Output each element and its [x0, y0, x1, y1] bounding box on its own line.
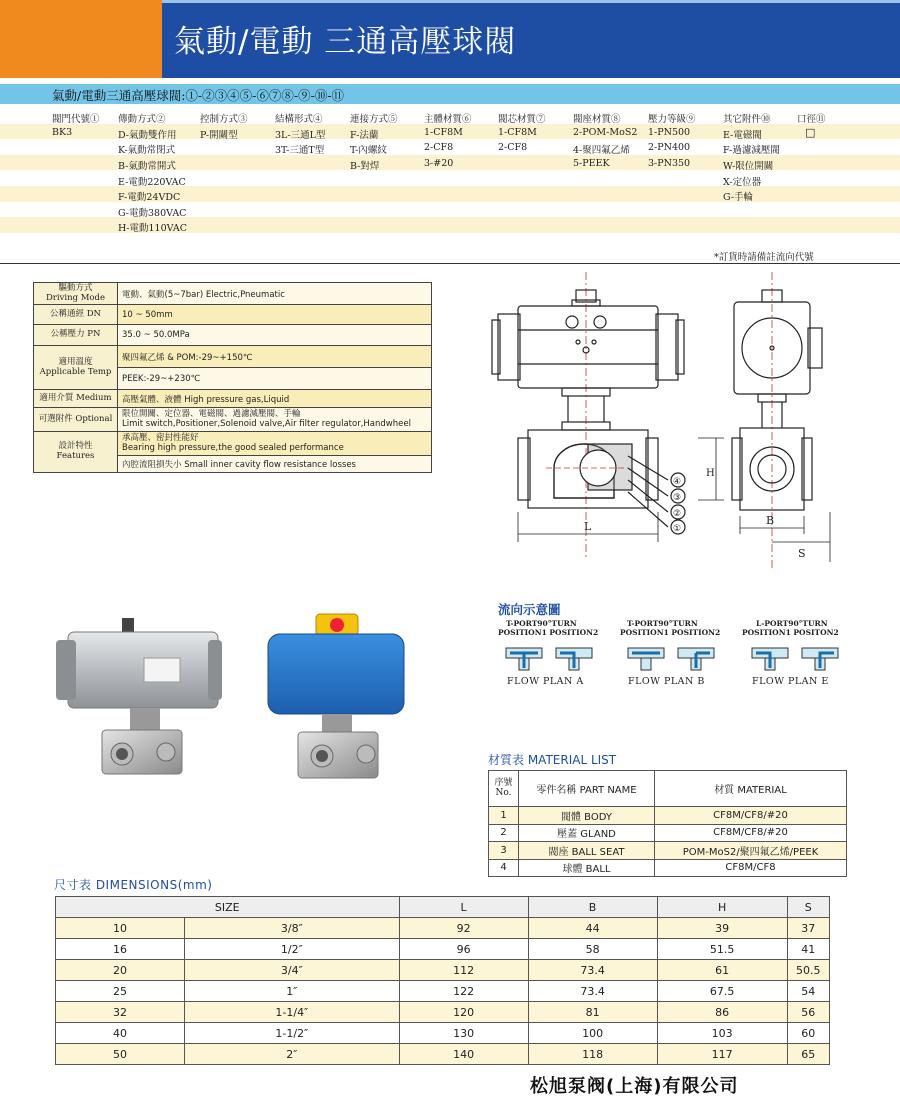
spec-label: 公稱壓力 PN [34, 325, 118, 346]
flow-e-position-2 [802, 648, 838, 670]
code-col-header: 其它附件⑩ [723, 114, 771, 125]
code-col-header: 壓力等級⑨ [648, 114, 696, 125]
material-part: 球體 BALL [519, 859, 655, 877]
code-cell: B-對焊 [350, 161, 380, 172]
code-table-bottom-line [0, 263, 900, 264]
code-col-header: 連接方式⑤ [350, 114, 398, 125]
material-no: 4 [489, 859, 519, 877]
spec-value: 35.0 ~ 50.0MPa [118, 325, 432, 346]
code-cell: 1-PN500 [648, 127, 691, 138]
dim-dn: 10 [56, 918, 185, 939]
code-cell: P-開關型 [200, 130, 238, 141]
dim-col-size: SIZE [56, 897, 400, 918]
material-no: 2 [489, 824, 519, 842]
dimension-label-l: L [584, 520, 592, 533]
flow-port-label: L-PORT90°TURN [756, 619, 828, 628]
code-col-header: 傳動方式② [118, 114, 166, 125]
spec-label: 可選附件 Optional [34, 408, 118, 432]
code-cell: E-電磁閥 [723, 130, 762, 141]
code-table-title: 氣動/電動三通高壓球閥:①-②③④⑤-⑥⑦⑧-⑨-⑩-⑪ [52, 88, 345, 103]
dim-l: 120 [399, 1002, 528, 1023]
code-col-header: 控制方式③ [200, 114, 248, 125]
header-top-line [162, 0, 900, 3]
spec-label [34, 283, 118, 305]
table-row [56, 981, 830, 1002]
dim-h: 117 [657, 1044, 787, 1065]
code-col-header: 閥芯材質⑦ [498, 114, 546, 125]
code-cell: 4-聚四氟乙烯 [573, 145, 630, 156]
flow-plan-b-label: FLOW PLAN B [628, 676, 705, 687]
code-cell: H-電動110VAC [118, 223, 187, 234]
code-cell: W-限位開關 [723, 161, 774, 172]
spec-value-en: Limit switch,Positioner,Solenoid valve,Air filter regulator,Handwheel [122, 418, 411, 429]
dim-inch: 1-1/2″ [185, 1023, 400, 1044]
dim-inch: 2″ [185, 1044, 400, 1065]
dim-inch: 1/2″ [185, 939, 400, 960]
dim-s: 54 [787, 981, 829, 1002]
spec-value-cn: 限位開關、定位器、電磁閥、過濾減壓閥、手輪 [122, 408, 301, 419]
code-cell: E-電動220VAC [118, 177, 186, 188]
spec-label-en: Driving Mode [45, 292, 106, 303]
code-cell: X-定位器 [723, 177, 762, 188]
callout-1: ① [673, 524, 682, 534]
code-col-header: 口徑⑪ [797, 114, 826, 125]
dim-h: 103 [657, 1023, 787, 1044]
spec-label: 適用介質 Medium [34, 390, 118, 408]
page-title: 氣動/電動 三通高壓球閥 [174, 24, 517, 60]
dim-s: 65 [787, 1044, 829, 1065]
dim-h: 39 [657, 918, 787, 939]
material-no: 1 [489, 807, 519, 825]
dim-h: 61 [657, 960, 787, 981]
dim-l: 140 [399, 1044, 528, 1065]
size-checkbox-icon: □ [805, 126, 816, 139]
dim-b: 44 [528, 918, 657, 939]
code-cell: 2-PN400 [648, 142, 691, 153]
flow-a-position-1 [506, 648, 542, 670]
dimensions-title: 尺寸表 DIMENSIONS(mm) [54, 878, 213, 892]
code-cell: 3-#20 [424, 158, 454, 169]
material-value: POM-MoS2/聚四氟乙烯/PEEK [655, 842, 847, 860]
material-value: CF8M/CF8/#20 [655, 807, 847, 825]
header-orange-block [0, 0, 162, 78]
dim-b: 73.4 [528, 981, 657, 1002]
dim-h: 51.5 [657, 939, 787, 960]
material-part: 壓蓋 GLAND [519, 824, 655, 842]
code-table-row [0, 233, 900, 249]
material-part: 閥體 BODY [519, 807, 655, 825]
flow-diagrams [498, 640, 850, 672]
code-cell: T-內螺紋 [350, 145, 387, 156]
table-row [489, 859, 847, 877]
flow-b-position-1 [628, 648, 664, 670]
dim-s: 60 [787, 1023, 829, 1044]
code-cell: G-手輪 [723, 192, 753, 203]
dim-b: 73.4 [528, 960, 657, 981]
dimensions-header-row [56, 897, 830, 918]
company-name: 松旭泵阀(上海)有限公司 [530, 1076, 739, 1097]
valve-side-drawing [722, 272, 842, 572]
table-row [489, 807, 847, 825]
material-value: CF8M/CF8/#20 [655, 824, 847, 842]
code-col-header: 閥座材質⑧ [573, 114, 621, 125]
dim-inch: 3/4″ [185, 960, 400, 981]
dim-b: 81 [528, 1002, 657, 1023]
spec-label-cn: 設計特性 [58, 441, 93, 452]
dim-b: 100 [528, 1023, 657, 1044]
pneumatic-valve-photo [48, 612, 223, 782]
table-row [489, 842, 847, 860]
dim-h: 86 [657, 1002, 787, 1023]
code-cell: K-氣動常閉式 [118, 145, 176, 156]
electric-valve-photo [262, 610, 412, 782]
dimension-label-s: S [798, 547, 806, 560]
material-header-row [489, 771, 847, 807]
spec-value: 10 ~ 50mm [118, 305, 432, 325]
spec-value-cn: 承高壓、密封性能好 [122, 432, 199, 443]
spec-value: PEEK:-29~+230℃ [118, 368, 432, 390]
spec-value [118, 432, 432, 456]
flow-title: 流向示意圖 [498, 602, 561, 617]
dim-b: 58 [528, 939, 657, 960]
table-row [56, 1023, 830, 1044]
material-list-title: 材質表 MATERIAL LIST [488, 753, 617, 767]
spec-value: 內腔流阻損失小 Small inner cavity flow resistance losses [118, 456, 432, 473]
code-cell: B-氣動常開式 [118, 161, 176, 172]
flow-position-label: POSITION1 POSITION2 [498, 628, 599, 637]
material-col-no-en: No. [495, 787, 512, 798]
code-col-header: 結構形式④ [275, 114, 323, 125]
dim-dn: 16 [56, 939, 185, 960]
dim-dn: 20 [56, 960, 185, 981]
dim-l: 130 [399, 1023, 528, 1044]
table-row [56, 939, 830, 960]
code-cell: BK3 [52, 127, 73, 138]
dim-dn: 25 [56, 981, 185, 1002]
material-no: 3 [489, 842, 519, 860]
code-cell: 1-CF8M [424, 127, 463, 138]
material-value: CF8M/CF8 [655, 859, 847, 877]
dim-dn: 50 [56, 1044, 185, 1065]
material-col-part: 零件名稱 PART NAME [519, 771, 655, 807]
code-cell: 3L-三通L型 [275, 130, 326, 141]
dim-inch: 1-1/4″ [185, 1002, 400, 1023]
material-col-no-cn: 序號 [494, 777, 513, 788]
spec-label-cn: 驅動方式 [58, 282, 93, 293]
spec-value: 聚四氟乙烯 & POM:-29~+150℃ [118, 346, 432, 368]
dim-inch: 1″ [185, 981, 400, 1002]
dim-s: 56 [787, 1002, 829, 1023]
spec-label-en: Applicable Temp [39, 366, 112, 377]
table-row [56, 1044, 830, 1065]
code-cell: F-電動24VDC [118, 192, 181, 203]
code-cell: F-過濾減壓閥 [723, 145, 780, 156]
dim-l: 112 [399, 960, 528, 981]
table-row [56, 960, 830, 981]
flow-a-position-2 [556, 648, 592, 670]
callout-2: ② [673, 509, 682, 519]
dim-col-l: L [399, 897, 528, 918]
flow-port-label: T-PORT90°TURN [506, 619, 577, 628]
spec-label [34, 432, 118, 473]
order-note: *訂貨時請備註流向代號 [714, 252, 814, 263]
table-row [489, 824, 847, 842]
material-part: 閥座 BALL SEAT [519, 842, 655, 860]
spec-value: 高壓氣體、液體 High pressure gas,Liquid [118, 390, 432, 408]
material-col-no [489, 771, 519, 807]
code-col-header: 閥門代號① [52, 114, 100, 125]
spec-label-en: Features [56, 451, 95, 461]
dim-dn: 32 [56, 1002, 185, 1023]
code-cell: 2-POM-MoS2 [573, 127, 638, 138]
dim-col-s: S [787, 897, 829, 918]
code-cell: F-法蘭 [350, 130, 379, 141]
code-cell: 2-CF8 [498, 142, 528, 153]
flow-port-label: T-PORT90°TURN [627, 619, 698, 628]
spec-label: 公稱通經 DN [34, 305, 118, 325]
dim-s: 50.5 [787, 960, 829, 981]
spec-label [34, 346, 118, 390]
dim-s: 41 [787, 939, 829, 960]
spec-value-en: Bearing high pressure,the good sealed performance [122, 442, 344, 453]
dim-h: 67.5 [657, 981, 787, 1002]
dim-s: 37 [787, 918, 829, 939]
material-col-material: 材質 MATERIAL [655, 771, 847, 807]
table-row [56, 918, 830, 939]
spec-value: 電動、氣動(5~7bar) Electric,Pneumatic [118, 283, 432, 305]
dim-dn: 40 [56, 1023, 185, 1044]
dim-l: 122 [399, 981, 528, 1002]
code-cell: 5-PEEK [573, 158, 610, 169]
flow-plan-e-label: FLOW PLAN E [752, 676, 829, 687]
dim-col-b: B [528, 897, 657, 918]
spec-value [118, 408, 432, 432]
dim-l: 96 [399, 939, 528, 960]
spec-label-cn: 適用溫度 [58, 356, 93, 367]
flow-position-label: POSITION1 POSITION2 [620, 628, 721, 637]
dim-l: 92 [399, 918, 528, 939]
flow-position-label: POSITION1 POSITON2 [742, 628, 839, 637]
code-cell: G-電動380VAC [118, 208, 187, 219]
dim-col-h: H [657, 897, 787, 918]
material-table [488, 770, 847, 877]
code-cell: 2-CF8 [424, 142, 454, 153]
flow-b-position-2 [678, 648, 714, 670]
callout-3: ③ [673, 493, 682, 503]
code-cell: 3T-三通T型 [275, 145, 325, 156]
dim-b: 118 [528, 1044, 657, 1065]
flow-plan-a-label: FLOW PLAN A [507, 676, 584, 687]
spec-table [33, 282, 432, 473]
callout-4: ④ [673, 477, 682, 487]
flow-e-position-1 [752, 648, 788, 670]
dim-inch: 3/8″ [185, 918, 400, 939]
dimensions-table [55, 896, 830, 1065]
table-row [56, 1002, 830, 1023]
dimension-label-h: H [706, 468, 715, 479]
code-col-header: 主體材質⑥ [424, 114, 472, 125]
code-cell: 1-CF8M [498, 127, 537, 138]
code-cell: D-氣動雙作用 [118, 130, 177, 141]
valve-front-drawing [488, 272, 738, 562]
dimension-label-b: B [766, 514, 775, 527]
code-cell: 3-PN350 [648, 158, 691, 169]
